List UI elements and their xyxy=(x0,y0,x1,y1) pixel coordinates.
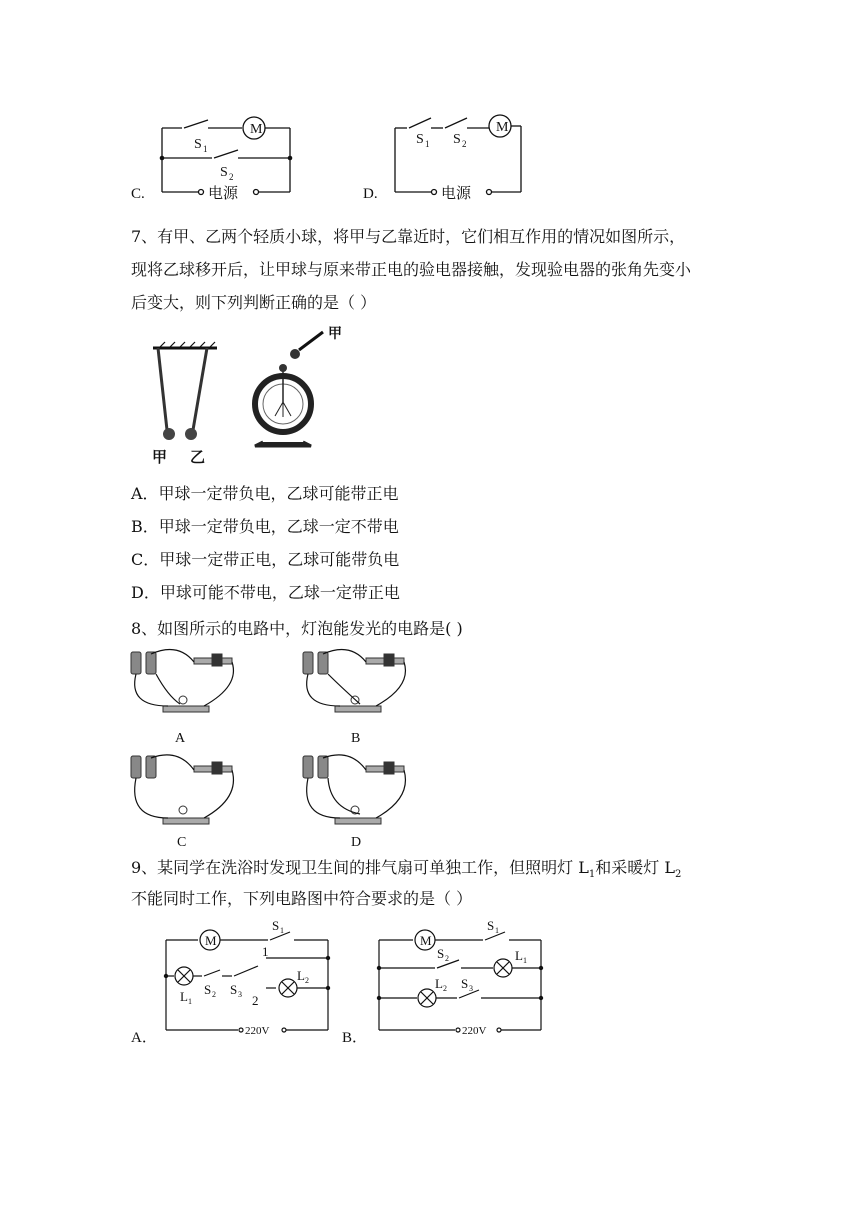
label-d: D xyxy=(351,835,362,850)
circuit-photo-d xyxy=(300,748,410,848)
svg-text:L: L xyxy=(435,976,443,991)
label-c: C xyxy=(177,835,187,850)
q7-stem-line-3: 后变大，则下列判断正确的是（ ） xyxy=(131,293,377,312)
svg-text:S: S xyxy=(487,918,495,933)
ball-jia xyxy=(163,428,175,440)
svg-text:S: S xyxy=(230,982,238,997)
power-source-label: 电源 xyxy=(441,184,472,202)
circuit-photo-a xyxy=(128,646,238,746)
svg-text:1: 1 xyxy=(262,944,269,959)
charged-balls-figure xyxy=(145,322,365,472)
label-b: B xyxy=(351,731,361,746)
svg-text:2: 2 xyxy=(212,990,216,999)
circuit-diagram-c xyxy=(150,110,300,200)
svg-text:1: 1 xyxy=(523,956,527,965)
ball-jia-label: 甲 xyxy=(152,448,168,466)
rod-ball-label: 甲 xyxy=(328,326,342,342)
q8-stem: 8、如图所示的电路中，灯泡能发光的电路是( ) xyxy=(131,619,463,638)
svg-text:220V: 220V xyxy=(462,1025,487,1037)
svg-text:M: M xyxy=(420,933,432,948)
svg-text:1: 1 xyxy=(495,926,499,935)
svg-text:2: 2 xyxy=(462,139,467,149)
svg-text:1: 1 xyxy=(280,926,284,935)
q7-option-d: D．甲球可能不带电，乙球一定带正电 xyxy=(131,583,400,602)
svg-text:S: S xyxy=(461,976,469,991)
q9-option-b-label: B． xyxy=(342,1030,368,1046)
q7-stem-line-1: 7、有甲、乙两个轻质小球，将甲与乙靠近时，它们相互作用的情况如图所示， xyxy=(131,227,686,246)
switch-s2-label: S xyxy=(220,165,228,180)
q7-option-a: A．甲球一定带负电，乙球可能带正电 xyxy=(131,484,399,503)
q9-stem-line-1: 9、某同学在洗浴时发现卫生间的排气扇可单独工作，但照明灯 $L_1$和采暖灯 $L_2$ xyxy=(131,858,682,881)
circuit-photo-b xyxy=(300,646,410,746)
svg-text:2: 2 xyxy=(305,976,309,985)
svg-text:2: 2 xyxy=(443,984,447,993)
label-a: A xyxy=(175,731,186,746)
electroscope xyxy=(255,370,311,446)
motor-label: M xyxy=(250,122,263,137)
svg-text:L: L xyxy=(297,968,305,983)
svg-text:S: S xyxy=(272,918,280,933)
ball-yi-label: 乙 xyxy=(190,448,206,466)
q9-option-a-label: A． xyxy=(131,1030,157,1046)
q7-option-b: B．甲球一定带负电，乙球一定不带电 xyxy=(131,517,399,536)
svg-text:3: 3 xyxy=(469,984,473,993)
svg-text:2: 2 xyxy=(229,172,234,182)
svg-text:220V: 220V xyxy=(245,1025,270,1037)
svg-text:1: 1 xyxy=(425,139,430,149)
q9-stem-line-2: 不能同时工作，下列电路图中符合要求的是（ ） xyxy=(131,889,473,908)
ball-yi xyxy=(185,428,197,440)
circuit-diagram-9a xyxy=(150,918,340,1038)
circuit-diagram-9b xyxy=(365,918,555,1038)
motor-label: M xyxy=(496,120,509,135)
option-d-label: D. xyxy=(363,186,378,202)
power-source-label: 电源 xyxy=(208,184,239,202)
svg-text:S: S xyxy=(204,982,212,997)
switch-s2-label: S xyxy=(453,132,461,147)
circuit-diagram-d xyxy=(385,110,535,200)
svg-text:3: 3 xyxy=(238,990,242,999)
svg-text:M: M xyxy=(205,933,217,948)
switch-s1-label: S xyxy=(194,137,202,152)
option-c-label: C. xyxy=(131,186,145,202)
switch-s1-label: S xyxy=(416,132,424,147)
svg-text:2: 2 xyxy=(252,993,259,1008)
svg-text:2: 2 xyxy=(445,954,449,963)
q7-option-c: C．甲球一定带正电，乙球可能带负电 xyxy=(131,550,400,569)
circuit-photo-c xyxy=(128,748,238,848)
svg-text:L: L xyxy=(180,989,188,1004)
svg-text:S: S xyxy=(437,946,445,961)
svg-text:1: 1 xyxy=(188,997,192,1006)
svg-text:L: L xyxy=(515,948,523,963)
svg-text:1: 1 xyxy=(203,144,208,154)
q7-stem-line-2: 现将乙球移开后，让甲球与原来带正电的验电器接触，发现验电器的张角先变小 xyxy=(131,260,692,279)
